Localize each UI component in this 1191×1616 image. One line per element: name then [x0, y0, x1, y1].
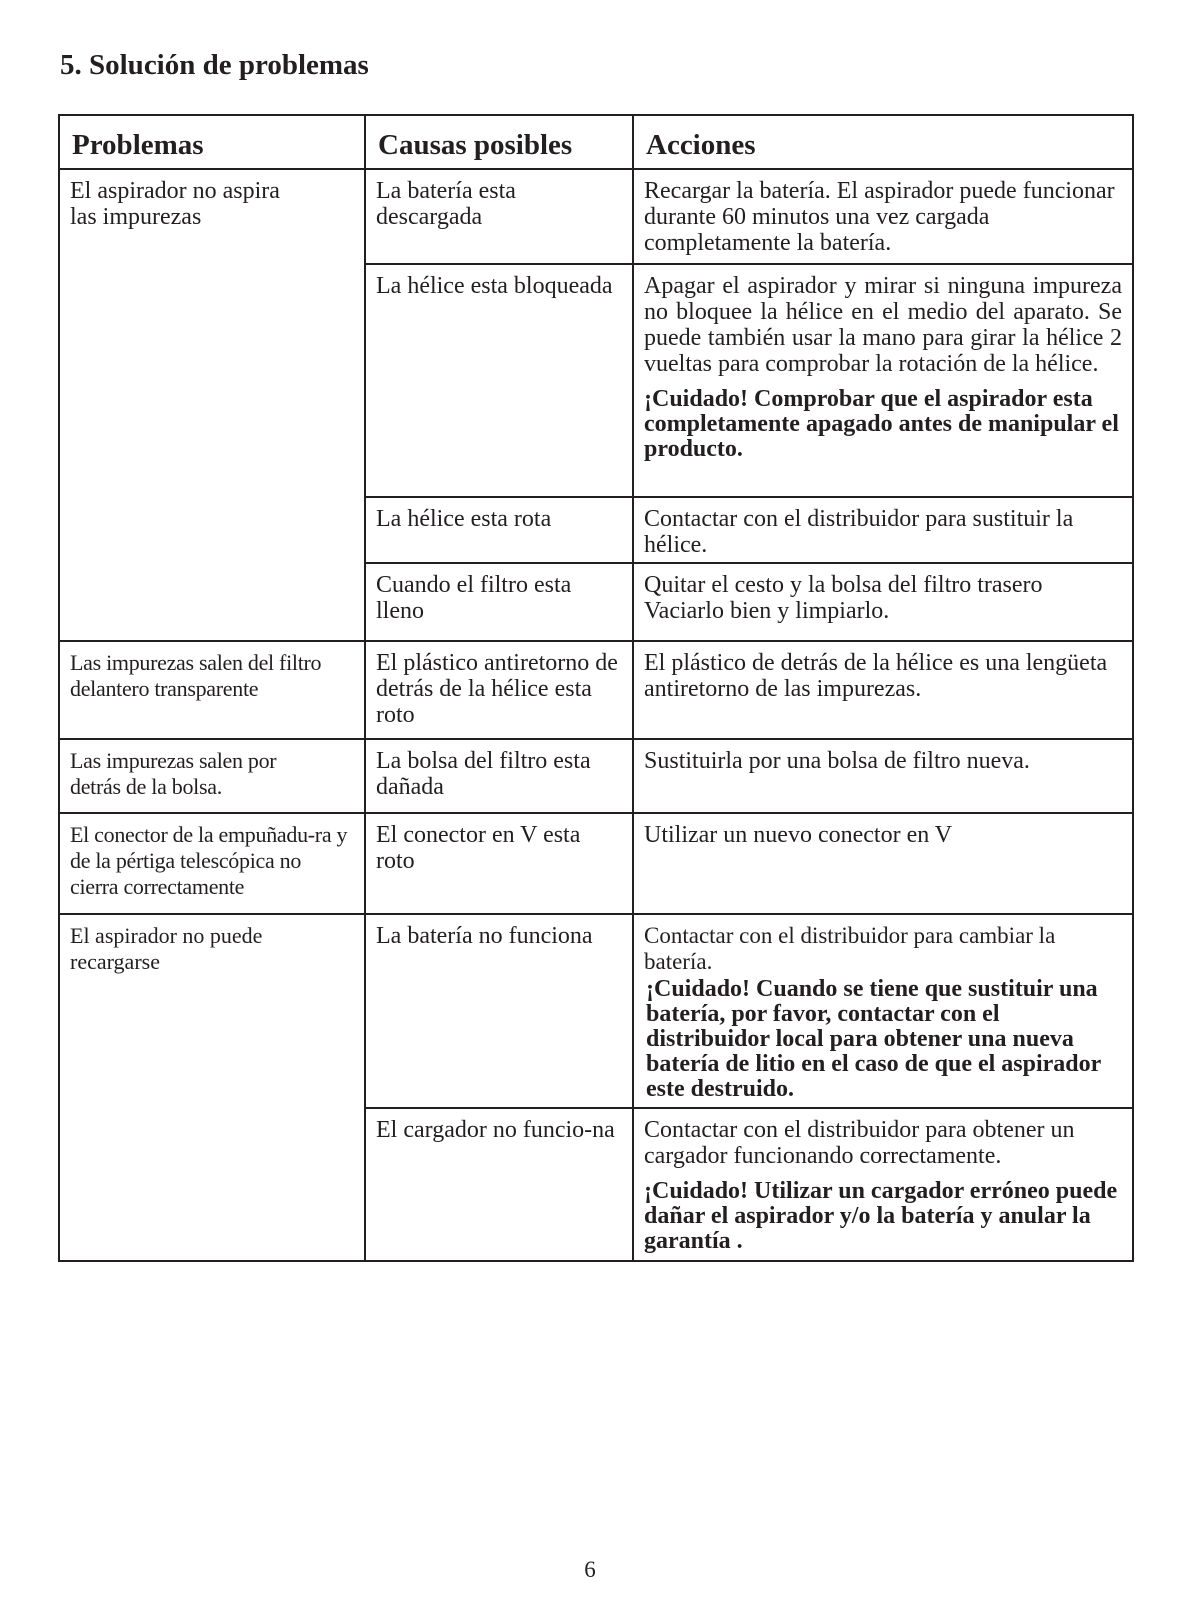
action-cell: Recargar la batería. El aspirador puede funcionar durante 60 minutos una vez cargada completamente la batería. — [633, 169, 1133, 264]
problem-cell: El aspirador no aspira las impurezas — [59, 169, 365, 641]
table-row — [59, 914, 1133, 1108]
action-cell: Utilizar un nuevo conector en V — [633, 813, 1133, 914]
action-cell — [633, 914, 1133, 1108]
cause-cell: Cuando el filtro esta lleno — [365, 563, 633, 641]
action-text: Apagar el aspirador y mirar si ninguna impureza no bloquee la hélice en el medio del aparato. Se puede también usar la mano para girar la hélice 2 vueltas para comprobar la rotación de la hélice. — [644, 273, 1122, 377]
action-cell: Quitar el cesto y la bolsa del filtro trasero Vaciarlo bien y limpiarlo. — [633, 563, 1133, 641]
action-cell — [633, 264, 1133, 497]
cause-cell: La batería no funciona — [365, 914, 633, 1108]
cause-cell: La bolsa del filtro esta dañada — [365, 739, 633, 813]
cause-cell: La batería esta descargada — [365, 169, 633, 264]
action-text: Contactar con el distribuidor para cambiar la batería. — [644, 923, 1056, 974]
cause-cell: El cargador no funcio-na — [365, 1108, 633, 1261]
action-cell: El plástico de detrás de la hélice es una lengüeta antiretorno de las impurezas. — [633, 641, 1133, 739]
action-text: Contactar con el distribuidor para obtener un cargador funcionando correctamente. — [644, 1117, 1075, 1169]
cause-cell: El plástico antiretorno de detrás de la hélice esta roto — [365, 641, 633, 739]
table-row — [59, 641, 1133, 739]
header-causes: Causas posibles — [365, 115, 633, 169]
table-row — [59, 813, 1133, 914]
problem-cell: Las impurezas salen por detrás de la bolsa. — [59, 739, 365, 813]
header-problems: Problemas — [59, 115, 365, 169]
action-cell: Sustituirla por una bolsa de filtro nueva. — [633, 739, 1133, 813]
warning-text: ¡Cuidado! Cuando se tiene que sustituir una batería, por favor, contactar con el distribuidor local para obtener una nueva batería de litio en el caso de que el aspirador este destruido. — [646, 976, 1101, 1102]
troubleshooting-table — [58, 114, 1134, 1262]
cause-cell: La hélice esta rota — [365, 497, 633, 563]
page-title: 5. Solución de problemas — [60, 49, 369, 81]
problem-cell: El conector de la empuñadu-ra y de la pértiga telescópica no cierra correctamente — [59, 813, 365, 914]
table-header-row — [59, 115, 1133, 169]
cause-cell: La hélice esta bloqueada — [365, 264, 633, 497]
problem-cell: Las impurezas salen del filtro delantero transparente — [59, 641, 365, 739]
cause-cell: El conector en V esta roto — [365, 813, 633, 914]
table-row — [59, 169, 1133, 264]
action-cell: Contactar con el distribuidor para sustituir la hélice. — [633, 497, 1133, 563]
action-cell — [633, 1108, 1133, 1261]
page-number: 6 — [584, 1557, 596, 1582]
problem-cell: El aspirador no puede recargarse — [59, 914, 365, 1261]
warning-text: ¡Cuidado! Utilizar un cargador erróneo puede dañar el aspirador y/o la batería y anular la garantía . — [644, 1178, 1118, 1254]
warning-text: ¡Cuidado! Comprobar que el aspirador esta completamente apagado antes de manipular el producto. — [644, 386, 1119, 462]
table-row — [59, 739, 1133, 813]
header-actions: Acciones — [633, 115, 1133, 169]
